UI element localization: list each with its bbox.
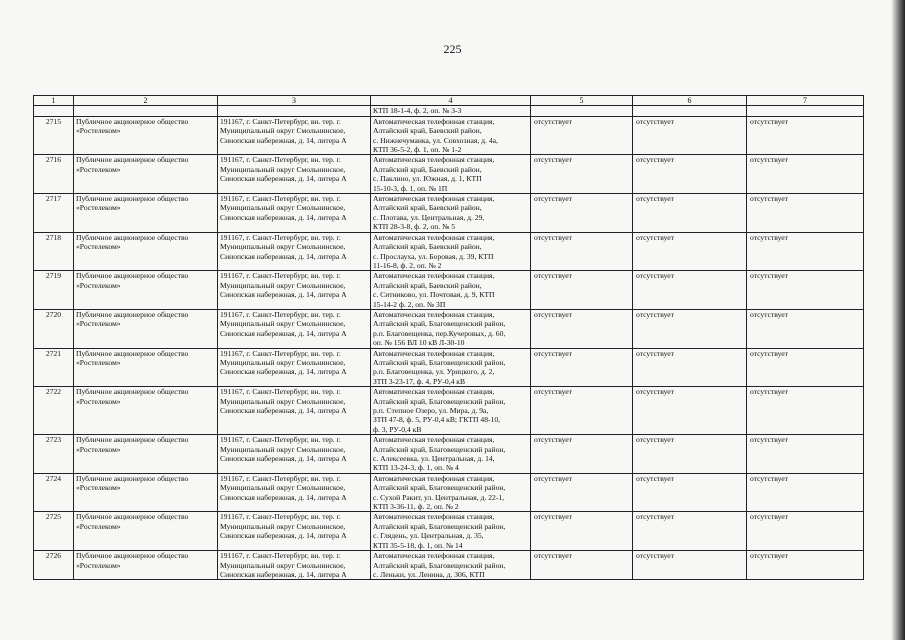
owner-name-line: «Ростелеком» <box>76 444 121 454</box>
row-number: 2726 <box>34 551 74 580</box>
owner-name <box>74 348 218 387</box>
column-7-value: отсутствует <box>747 155 864 194</box>
registry-table-wrapper <box>33 95 863 580</box>
column-5-value: отсутствует <box>531 116 633 155</box>
row-number: 2721 <box>34 348 74 387</box>
column-5-value: отсутствует <box>531 473 633 512</box>
object-location <box>371 194 531 233</box>
column-6-value: отсутствует <box>633 271 747 310</box>
column-5-value: отсутствует <box>531 309 633 348</box>
owner-name-line: Публичное акционерное общество <box>76 473 189 483</box>
column-7-value: отсутствует <box>747 387 864 435</box>
object-location-line: Автоматическая телефонная станция, <box>373 473 495 483</box>
owner-address-line: Синопская набережная, д. 14, литера А <box>220 135 347 145</box>
object-location <box>371 271 531 310</box>
object-location <box>371 348 531 387</box>
owner-name <box>74 551 218 580</box>
object-location-line: КТП 13-24-3, ф. 1, оп. № 4 <box>373 463 459 473</box>
owner-address-line: 191167, г. Санкт-Петербург, вн. тер. г. <box>220 271 341 281</box>
owner-name-line: «Ростелеком» <box>76 483 121 493</box>
owner-name <box>74 116 218 155</box>
table-row <box>34 155 864 194</box>
object-location-line: Автоматическая телефонная станция, <box>373 232 495 242</box>
object-location-line: Автоматическая телефонная станция, <box>373 551 495 561</box>
owner-address <box>218 348 371 387</box>
owner-address-line: Синопская набережная, д. 14, литера А <box>220 290 347 300</box>
owner-address <box>218 232 371 271</box>
object-location-line: Алтайский край, Благовещенский район, <box>373 521 506 531</box>
owner-name-line: Публичное акционерное общество <box>76 309 189 319</box>
table-row <box>34 194 864 233</box>
object-location-line: Автоматическая телефонная станция, <box>373 435 495 445</box>
object-location-line: с. Алексеевка, ул. Центральная, д. 14, <box>373 454 495 464</box>
owner-address <box>218 116 371 155</box>
owner-address-line: 191167, г. Санкт-Петербург, вн. тер. г. <box>220 473 341 483</box>
object-location-line: 11-16-8, ф. 2, оп. № 2 <box>373 260 442 270</box>
column-7-value: отсутствует <box>747 309 864 348</box>
owner-name <box>74 387 218 435</box>
owner-name-line: «Ростелеком» <box>76 164 121 174</box>
table-row <box>34 309 864 348</box>
column-7-value: отсутствует <box>747 116 864 155</box>
column-6-value: отсутствует <box>633 387 747 435</box>
owner-address-line: Синопская набережная, д. 14, литера А <box>220 251 347 261</box>
object-location-line: Алтайский край, Баевский район, <box>373 242 482 252</box>
object-location-line: Автоматическая телефонная станция, <box>373 194 495 204</box>
column-6-value: отсутствует <box>633 232 747 271</box>
column-5-value: отсутствует <box>531 551 633 580</box>
row-number: 2717 <box>34 194 74 233</box>
column-header-6: 6 <box>633 96 747 106</box>
column-7-value: отсутствует <box>747 194 864 233</box>
row-number: 2715 <box>34 116 74 155</box>
owner-address <box>218 309 371 348</box>
row-number: 2723 <box>34 435 74 474</box>
column-5-value: отсутствует <box>531 271 633 310</box>
owner-address <box>218 512 371 551</box>
owner-address-line: 191167, г. Санкт-Петербург, вн. тер. г. <box>220 551 341 561</box>
owner-name-line: «Ростелеком» <box>76 280 121 290</box>
object-location-line: КТП 3-36-11, ф. 2, оп. № 2 <box>373 502 459 512</box>
object-location <box>371 435 531 474</box>
column-6-value: отсутствует <box>633 512 747 551</box>
column-6-value: отсутствует <box>633 155 747 194</box>
row-number: 2722 <box>34 387 74 435</box>
continuation-cell: КТП 18-1-4, ф. 2, оп. № 3-3 <box>371 106 531 116</box>
column-5-value: отсутствует <box>531 348 633 387</box>
object-location-line: 15-14-2 ф. 2, оп. № 3П <box>373 299 446 309</box>
owner-name-line: «Ростелеком» <box>76 126 121 136</box>
object-location <box>371 116 531 155</box>
object-location-line: Автоматическая телефонная станция, <box>373 116 495 126</box>
object-location-line: Алтайский край, Благовещенский район, <box>373 444 506 454</box>
column-7-value: отсутствует <box>747 512 864 551</box>
object-location-line: ф. 3, РУ-0,4 кВ <box>373 424 422 434</box>
object-location-line: р.п. Благовещенка, пер.Кучеровых, д. 60, <box>373 328 506 338</box>
object-location-line: Алтайский край, Благовещенский район, <box>373 560 506 570</box>
column-6-value: отсутствует <box>633 309 747 348</box>
owner-address-line: Синопская набережная, д. 14, литера А <box>220 492 347 502</box>
owner-name-line: «Ростелеком» <box>76 357 121 367</box>
column-5-value: отсутствует <box>531 435 633 474</box>
owner-address-line: Синопская набережная, д. 14, литера А <box>220 569 347 579</box>
owner-address-line: 191167, г. Санкт-Петербург, вн. тер. г. <box>220 232 341 242</box>
registry-table <box>33 95 864 580</box>
row-number: 2720 <box>34 309 74 348</box>
owner-address-line: Муниципальный округ Смольнинское, <box>220 242 346 252</box>
column-header-2: 2 <box>74 96 218 106</box>
object-location-line: Алтайский край, Благовещенский район, <box>373 396 506 406</box>
table-row <box>34 116 864 155</box>
object-location-line: р.п. Степное Озеро, ул. Мира, д. 9а, <box>373 406 489 415</box>
owner-address-line: 191167, г. Санкт-Петербург, вн. тер. г. <box>220 387 341 397</box>
object-location <box>371 473 531 512</box>
object-location-line: с. Сухой Ракит, ул. Центральная, д. 22-1, <box>373 492 505 502</box>
column-6-value: отсутствует <box>633 348 747 387</box>
object-location-line: с. Нижнечуманка, ул. Совхозная, д. 4а, <box>373 135 498 145</box>
column-5-value: отсутствует <box>531 155 633 194</box>
row-number: 2716 <box>34 155 74 194</box>
owner-address-line: Синопская набережная, д. 14, литера А <box>220 406 347 415</box>
row-number: 2719 <box>34 271 74 310</box>
owner-name-line: Публичное акционерное общество <box>76 435 189 445</box>
owner-address-line: Синопская набережная, д. 14, литера А <box>220 174 347 184</box>
owner-name <box>74 473 218 512</box>
owner-address-line: Муниципальный округ Смольнинское, <box>220 126 346 136</box>
column-header-5: 5 <box>531 96 633 106</box>
column-6-value: отсутствует <box>633 473 747 512</box>
object-location-line: КТП 28-3-8, ф. 2, оп. № 5 <box>373 222 456 232</box>
object-location <box>371 387 531 435</box>
column-5-value: отсутствует <box>531 232 633 271</box>
owner-address-line: Муниципальный округ Смольнинское, <box>220 521 346 531</box>
owner-address-line: Муниципальный округ Смольнинское, <box>220 396 346 406</box>
owner-address-line: 191167, г. Санкт-Петербург, вн. тер. г. <box>220 435 341 445</box>
column-header-1: 1 <box>34 96 74 106</box>
object-location <box>371 309 531 348</box>
object-location-line: Алтайский край, Баевский район, <box>373 126 482 136</box>
object-location-line: Автоматическая телефонная станция, <box>373 512 495 522</box>
owner-address <box>218 155 371 194</box>
column-header-7: 7 <box>747 96 864 106</box>
continuation-row <box>34 106 864 116</box>
owner-address-line: 191167, г. Санкт-Петербург, вн. тер. г. <box>220 348 341 358</box>
column-6-value: отсутствует <box>633 194 747 233</box>
table-body <box>34 106 864 580</box>
object-location-line: Алтайский край, Баевский район, <box>373 203 482 213</box>
object-location-line: Автоматическая телефонная станция, <box>373 155 495 165</box>
table-row <box>34 232 864 271</box>
table-row <box>34 435 864 474</box>
column-7-value: отсутствует <box>747 271 864 310</box>
owner-address-line: 191167, г. Санкт-Петербург, вн. тер. г. <box>220 155 341 165</box>
owner-address <box>218 551 371 580</box>
table-row <box>34 387 864 435</box>
owner-address-line: Муниципальный округ Смольнинское, <box>220 280 346 290</box>
row-number: 2724 <box>34 473 74 512</box>
owner-name-line: Публичное акционерное общество <box>76 387 189 397</box>
owner-address <box>218 271 371 310</box>
owner-address-line: Муниципальный округ Смольнинское, <box>220 203 346 213</box>
column-header-4: 4 <box>371 96 531 106</box>
object-location-line: Автоматическая телефонная станция, <box>373 348 495 358</box>
owner-name-line: «Ростелеком» <box>76 560 121 570</box>
owner-name-line: Публичное акционерное общество <box>76 551 189 561</box>
owner-address-line: Муниципальный округ Смольнинское, <box>220 319 346 329</box>
column-6-value: отсутствует <box>633 116 747 155</box>
owner-address-line: Муниципальный округ Смольнинское, <box>220 560 346 570</box>
owner-name <box>74 271 218 310</box>
object-location <box>371 512 531 551</box>
owner-address-line: Муниципальный округ Смольнинское, <box>220 444 346 454</box>
object-location <box>371 232 531 271</box>
object-location-line: с. Прослауха, ул. Боровая, д. 39, КТП <box>373 251 494 261</box>
owner-name-line: Публичное акционерное общество <box>76 194 189 204</box>
owner-name <box>74 435 218 474</box>
object-location-line: КТП 36-5-2, ф. 1, оп. № 1-2 <box>373 145 462 155</box>
object-location-line: с. Плотава, ул. Центральная, д. 29, <box>373 212 485 222</box>
object-location-line: Автоматическая телефонная станция, <box>373 309 495 319</box>
owner-address-line: 191167, г. Санкт-Петербург, вн. тер. г. <box>220 116 341 126</box>
object-location-line: Алтайский край, Благовещенский район, <box>373 357 506 367</box>
object-location <box>371 155 531 194</box>
owner-address-line: Муниципальный округ Смольнинское, <box>220 357 346 367</box>
owner-name <box>74 194 218 233</box>
object-location <box>371 551 531 580</box>
object-location-line: Алтайский край, Благовещенский район, <box>373 319 506 329</box>
owner-address-line: 191167, г. Санкт-Петербург, вн. тер. г. <box>220 194 341 204</box>
object-location-line: с. Ситниково, ул. Почтовая, д. 9, КТП <box>373 290 495 300</box>
owner-address <box>218 473 371 512</box>
owner-address <box>218 194 371 233</box>
object-location-line: с. Глядень, ул. Центральная, д. 35, <box>373 531 484 541</box>
owner-name-line: «Ростелеком» <box>76 521 121 531</box>
owner-name <box>74 232 218 271</box>
scan-edge-shadow <box>891 0 905 640</box>
object-location-line: Алтайский край, Баевский район, <box>373 280 482 290</box>
page-number: 225 <box>443 42 462 56</box>
table-row <box>34 348 864 387</box>
owner-address-line: Синопская набережная, д. 14, литера А <box>220 212 347 222</box>
column-5-value: отсутствует <box>531 194 633 233</box>
column-5-value: отсутствует <box>531 512 633 551</box>
table-header-row <box>34 96 864 106</box>
owner-name-line: Публичное акционерное общество <box>76 512 189 522</box>
column-7-value: отсутствует <box>747 232 864 271</box>
object-location-line: оп. № 156 ВЛ 10 кВ Л-30-10 <box>373 338 465 348</box>
owner-address-line: 191167, г. Санкт-Петербург, вн. тер. г. <box>220 512 341 522</box>
owner-name-line: Публичное акционерное общество <box>76 232 189 242</box>
object-location-line: Автоматическая телефонная станция, <box>373 271 495 281</box>
owner-name <box>74 512 218 551</box>
column-7-value: отсутствует <box>747 473 864 512</box>
object-location-line: с. Леньки, ул. Ленина, д. 306, КТП <box>373 569 485 579</box>
owner-address-line: Синопская набережная, д. 14, литера А <box>220 454 347 464</box>
owner-name-line: «Ростелеком» <box>76 242 121 252</box>
owner-name-line: Публичное акционерное общество <box>76 116 189 126</box>
column-7-value: отсутствует <box>747 348 864 387</box>
owner-address-line: Синопская набережная, д. 14, литера А <box>220 367 347 377</box>
owner-name-line: «Ростелеком» <box>76 396 121 406</box>
owner-name-line: Публичное акционерное общество <box>76 155 189 165</box>
column-6-value: отсутствует <box>633 435 747 474</box>
owner-name-line: «Ростелеком» <box>76 319 121 329</box>
object-location-line: Алтайский край, Баевский район, <box>373 164 482 174</box>
owner-name <box>74 309 218 348</box>
owner-name-line: Публичное акционерное общество <box>76 271 189 281</box>
owner-address-line: 191167, г. Санкт-Петербург, вн. тер. г. <box>220 309 341 319</box>
column-6-value: отсутствует <box>633 551 747 580</box>
table-row <box>34 512 864 551</box>
owner-address-line: Муниципальный округ Смольнинское, <box>220 483 346 493</box>
column-7-value: отсутствует <box>747 435 864 474</box>
object-location-line: Алтайский край, Благовещенский район, <box>373 483 506 493</box>
object-location-line: КТП 35-5-18, ф. 1, оп. № 14 <box>373 540 463 550</box>
owner-address-line: Синопская набережная, д. 14, литера А <box>220 531 347 541</box>
column-5-value: отсутствует <box>531 387 633 435</box>
table-row <box>34 271 864 310</box>
column-header-3: 3 <box>218 96 371 106</box>
owner-address-line: Синопская набережная, д. 14, литера А <box>220 328 347 338</box>
object-location-line: ЗТП 47-8, ф. 5, РУ-0,4 кВ; ГКТП 48-10, <box>373 415 501 425</box>
owner-name <box>74 155 218 194</box>
table-row <box>34 473 864 512</box>
table-row <box>34 551 864 580</box>
object-location-line: Автоматическая телефонная станция, <box>373 387 495 397</box>
object-location-line: с. Паклино, ул. Южная, д. 1, КТП <box>373 174 482 184</box>
owner-address <box>218 435 371 474</box>
object-location-line: р.п. Благовещенка, ул. Урицкого, д. 2, <box>373 367 495 377</box>
owner-address <box>218 387 371 435</box>
row-number: 2718 <box>34 232 74 271</box>
owner-address-line: Муниципальный округ Смольнинское, <box>220 164 346 174</box>
owner-name-line: Публичное акционерное общество <box>76 348 189 358</box>
column-7-value: отсутствует <box>747 551 864 580</box>
object-location-line: ЗТП 3-23-17, ф. 4, РУ-0,4 кВ <box>373 376 466 386</box>
owner-name-line: «Ростелеком» <box>76 203 121 213</box>
object-location-line: 15-10-3, ф. 1, оп. № 1П <box>373 183 448 193</box>
row-number: 2725 <box>34 512 74 551</box>
